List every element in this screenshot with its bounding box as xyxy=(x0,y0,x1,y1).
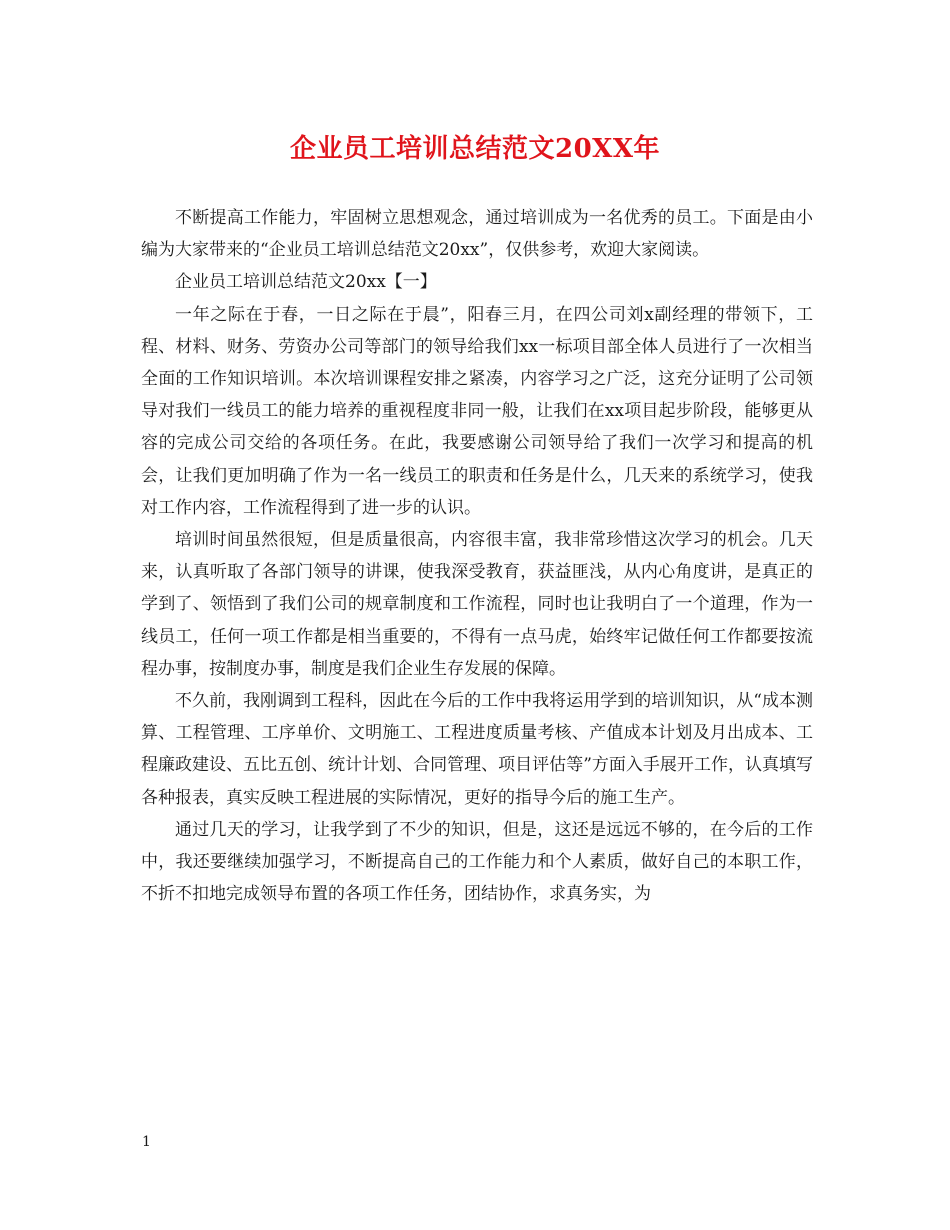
section-heading: 企业员工培训总结范文20xx【一】 xyxy=(175,272,437,293)
paragraph: 不久前，我刚调到工程科，因此在今后的工作中我将运用学到的培训知识，从“成本测算、工程管理、工序单价、文明施工、工程进度质量考核、产值成本计划及月出成本、工程廉政建设、五比五创、统计计划、合同管理、项目评估等”方面入手展开工作，认真填写各种报表，真实反映工程进展的实际情况，更好的指导今后的施工生产。 xyxy=(141,691,813,808)
paragraph: 通过几天的学习，让我学到了不少的知识，但是，这还是远远不够的，在今后的工作中，我还要继续加强学习，不断提高自己的工作能力和个人素质，做好自己的本职工作，不折不扣地完成领导布置的各项工作任务，团结协作，求真务实，为 xyxy=(141,819,813,905)
paragraph: 一年之际在于春，一日之际在于晨”，阳春三月，在四公司刘x副经理的带领下，工程、材料、财务、劳资办公司等部门的领导给我们xx一标项目部全体人员进行了一次相当全面的工作知识培训。本次培训课程安排之紧凑，内容学习之广泛，这充分证明了公司领导对我们一线员工的能力培养的重视程度非同一般，让我们在xx项目起步阶段，能够更从容的完成公司交给的各项任务。在此，我要感谢公司领导给了我们一次学习和提高的机会，让我们更加明确了作为一名一线员工的职责和任务是什么，几天来的系统学习，使我对工作内容，工作流程得到了进一步的认识。 xyxy=(141,304,813,518)
paragraph: 培训时间虽然很短，但是质量很高，内容很丰富，我非常珍惜这次学习的机会。几天来，认真听取了各部门领导的讲课，使我深受教育，获益匪浅，从内心角度讲，是真正的学到了、领悟到了我们公司的规章制度和工作流程，同时也让我明白了一个道理，作为一线员工，任何一项工作都是相当重要的，不得有一点马虎，始终牢记做任何工作都要按流程办事，按制度办事，制度是我们企业生存发展的保障。 xyxy=(141,530,813,679)
page-number: 1 xyxy=(142,1134,151,1150)
document-body xyxy=(141,202,813,910)
document-title: 企业员工培训总结范文20XX年 xyxy=(289,134,661,164)
paragraph-intro: 不断提高工作能力，牢固树立思想观念，通过培训成为一名优秀的员工。下面是由小编为大家带来的“企业员工培训总结范文20xx”，仅供参考，欢迎大家阅读。 xyxy=(141,208,813,261)
